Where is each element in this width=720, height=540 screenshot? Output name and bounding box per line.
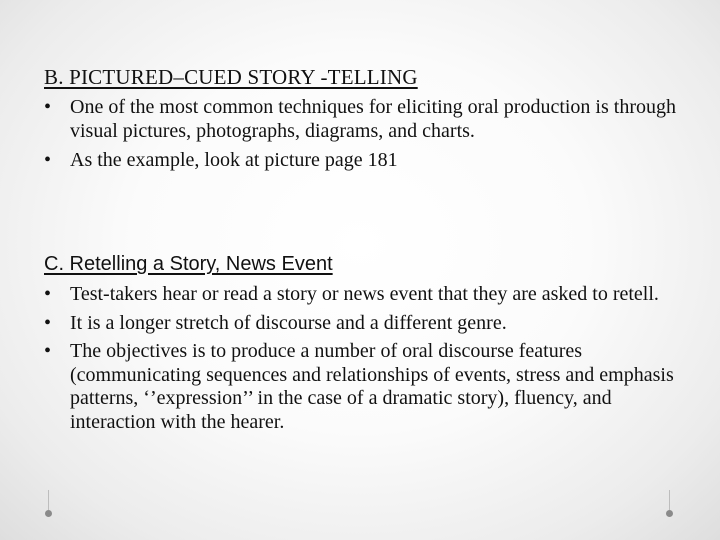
list-item <box>44 283 684 307</box>
list-item <box>44 340 684 434</box>
right-ornament-dot-icon <box>666 510 673 517</box>
bullet-icon: • <box>44 149 52 171</box>
list-item <box>44 312 684 336</box>
bullet-icon: • <box>44 283 52 305</box>
list-item-text: As the example, look at picture page 181 <box>70 149 398 171</box>
left-ornament-dot-icon <box>45 510 52 517</box>
bullet-icon: • <box>44 311 52 334</box>
section-b-heading: B. PICTURED–CUED STORY -TELLING <box>44 65 418 89</box>
right-rail-line <box>669 490 670 510</box>
list-item <box>44 96 684 143</box>
section-c-bullet-list <box>44 283 684 434</box>
section-b-bullet-list <box>44 96 684 173</box>
section-c-heading: C. Retelling a Story, News Event <box>44 253 333 275</box>
bullet-icon: • <box>44 96 52 118</box>
list-item-text: One of the most common techniques for eliciting oral production is through visual pictures, photographs, diagrams, and charts. <box>70 96 676 142</box>
left-rail-line <box>48 490 49 510</box>
bullet-icon: • <box>44 340 52 362</box>
section-pictured-cued <box>44 64 684 179</box>
section-retelling-story <box>44 251 684 439</box>
list-item-text: The objectives is to produce a number of oral discourse features (communicating sequences and relationships of events, stress and emphasis patterns, ‘’expression’’ in the case of a dramatic story), fluency, and interaction with the hearer. <box>70 340 674 433</box>
list-item <box>44 149 684 173</box>
list-item-text: It is a longer stretch of discourse and a different genre. <box>70 311 507 334</box>
list-item-text: Test-takers hear or read a story or news event that they are asked to retell. <box>70 283 659 305</box>
